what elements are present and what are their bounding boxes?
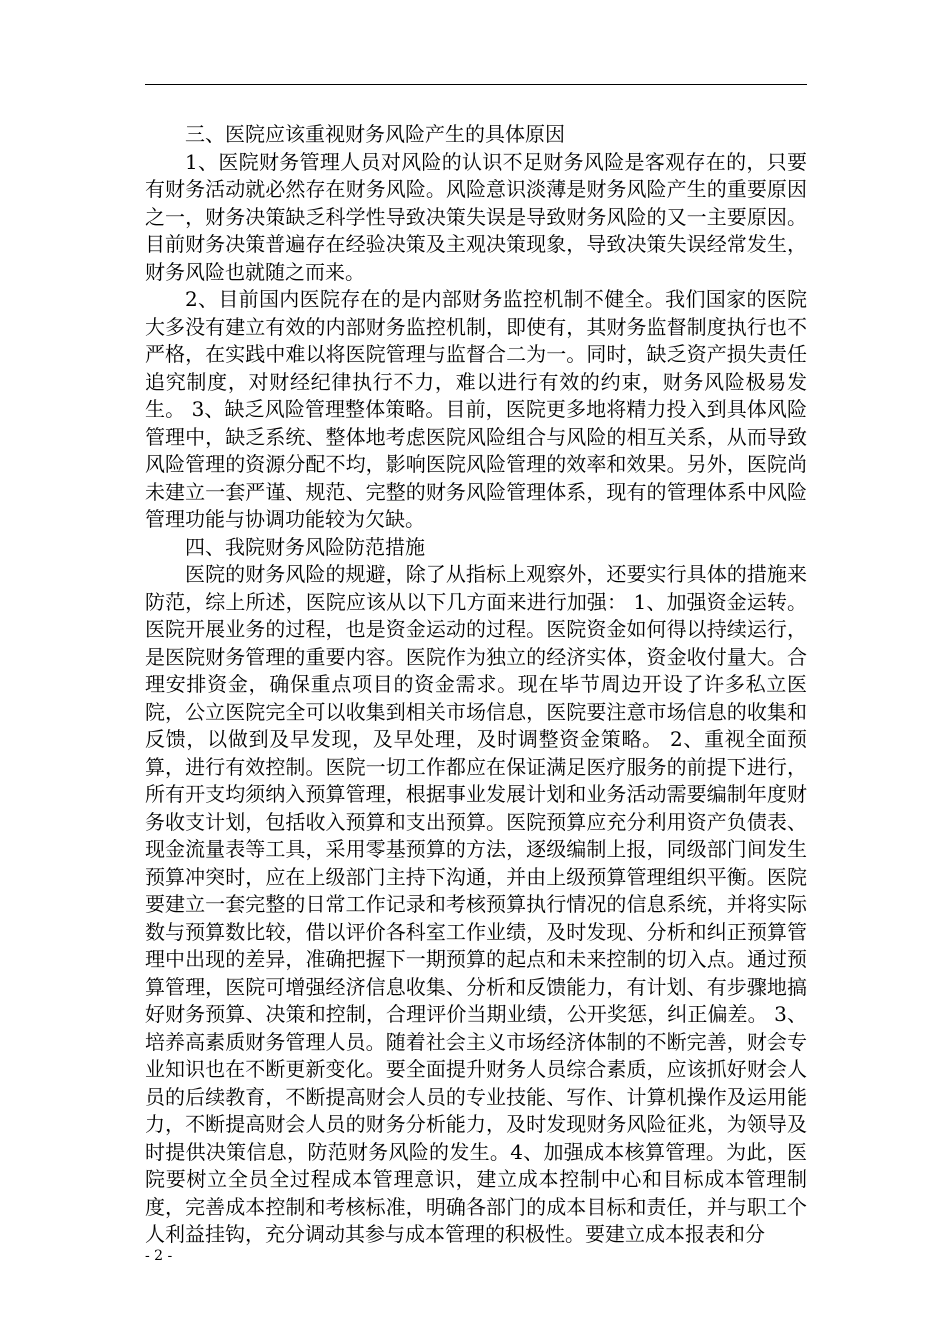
page-number: - 2 - [145,1248,173,1264]
header-rule [145,84,807,85]
document-body [145,121,807,1249]
paragraph-internal-control: 2、目前国内医院存在的是内部财务监控机制不健全。我们国家的医院大多没有建立有效的内部财务监控机制，即使有，其财务监督制度执行也不严格，在实践中难以将医院管理与监督合二为一。同时，缺乏资产损失责任追究制度，对财经纪律执行不力，难以进行有效的约束，财务风险极易发生。 3、缺乏风险管理整体策略。目前，医院更多地将精力投入到具体风险管理中，缺乏系统、整体地考虑医院风险组合与风险的相互关系，从而导致风险管理的资源分配不均，影响医院风险管理的效率和效果。另外，医院尚未建立一套严谨、规范、完整的财务风险管理体系，现有的管理体系中风险管理功能与协调功能较为欠缺。 [145,287,807,531]
paragraph-risk-awareness: 1、医院财务管理人员对风险的认识不足财务风险是客观存在的，只要有财务活动就必然存在财务风险。风险意识淡薄是财务风险产生的重要原因之一，财务决策缺乏科学性导致决策失误是导致财务风险的又一主要原因。目前财务决策普遍存在经验决策及主观决策现象，导致决策失误经常发生，财务风险也就随之而来。 [145,149,807,284]
paragraph-prevention-measures: 医院的财务风险的规避，除了从指标上观察外，还要实行具体的措施来防范，综上所述，医院应该从以下几方面来进行加强： 1、加强资金运转。医院开展业务的过程，也是资金运动的过程。医院资金如何得以持续运行，是医院财务管理的重要内容。医院作为独立的经济实体，资金收付量大。合理安排资金，确保重点项目的资金需求。现在毕节周边开设了许多私立医院，公立医院完全可以收集到相关市场信息，医院要注意市场信息的收集和反馈，以做到及早发现，及早处理，及时调整资金策略。 2、重视全面预算，进行有效控制。医院一切工作都应在保证满足医疗服务的前提下进行，所有开支均须纳入预算管理，根据事业发展计划和业务活动需要编制年度财务收支计划，包括收入预算和支出预算。医院预算应充分利用资产负债表、现金流量表等工具，采用零基预算的方法，逐级编制上报，同级部门间发生预算冲突时，应在上级部门主持下沟通，并由上级预算管理组织平衡。医院要建立一套完整的日常工作记录和考核预算执行情况的信息系统，并将实际数与预算数比较，借以评价各科室工作业绩，及时发现、分析和纠正预算管理中出现的差异，准确把握下一期预算的起点和未来控制的切入点。通过预算管理，医院可增强经济信息收集、分析和反馈能力，有计划、有步骤地搞好财务预算、决策和控制，合理评价当期业绩，公开奖惩，纠正偏差。 3、培养高素质财务管理人员。随着社会主义市场经济体制的不断完善，财会专业知识也在不断更新变化。要全面提升财务人员综合素质，应该抓好财会人员的后续教育，不断提高财会人员的专业技能、写作、计算机操作及运用能力，不断提高财会人员的财务分析能力，及时发现财务风险征兆，为领导及时提供决策信息，防范财务风险的发生。4、加强成本核算管理。为此，医院要树立全员全过程成本管理意识，建立成本控制中心和目标成本管理制度，完善成本控制和考核标准，明确各部门的成本目标和责任，并与职工个人利益挂钩，充分调动其参与成本管理的积极性。要建立成本报表和分 [145,562,807,1246]
section-heading-three: 三、医院应该重视财务风险产生的具体原因 [185,122,565,146]
section-heading-four: 四、我院财务风险防范措施 [185,534,425,559]
